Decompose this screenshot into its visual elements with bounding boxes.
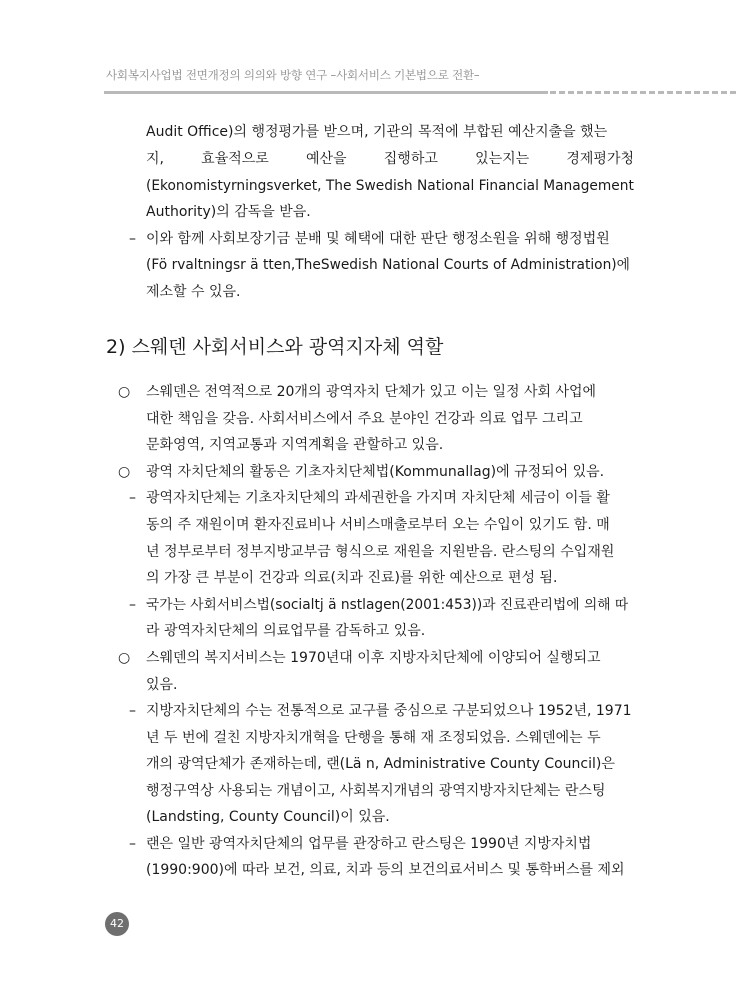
body-line: 지, 효율적으로 예산을 집행하고 있는지는 경제평가청 [146,151,634,167]
body-line: 문화영역, 지역교통과 지역계획을 관할하고 있음. [146,437,444,453]
header-rule [104,91,548,94]
section-title: 2) 스웨덴 사회서비스와 광역지자체 역할 [106,336,444,358]
dash-marker: – [129,597,136,613]
dash-marker: – [129,490,136,506]
body-line: 스웨덴의 복지서비스는 1970년대 이후 지방자치단체에 이양되어 실행되고 [146,650,601,666]
body-line: 년 두 번에 걸친 지방자치개혁을 단행을 통해 재 조정되었음. 스웨덴에는 두 [146,730,601,746]
body-line: 대한 책임을 갖음. 사회서비스에서 주요 분야인 건강과 의료 업무 그리고 [146,411,583,427]
body-line: 제소할 수 있음. [146,284,241,300]
body-line: Authority)의 감독을 받음. [146,204,311,220]
body-line: (Landsting, County Council)이 있음. [146,809,390,825]
header-rule-dashed [550,91,736,94]
dash-marker: – [129,703,136,719]
body-line: (1990:900)에 따라 보건, 의료, 치과 등의 보건의료서비스 및 통학버스를 제외 [146,862,625,878]
dash-marker: – [129,231,136,247]
body-line: 있음. [146,677,178,693]
body-line: Audit Office)의 행정평가를 받으며, 기관의 목적에 부합된 예산지출을 했는 [146,124,608,140]
body-line: 국가는 사회서비스법(socialtj ä nstlagen(2001:453))과 진료관리법에 의해 따 [146,597,629,613]
body-line: 개의 광역단체가 존재하는데, 랜(Lä n, Administrative County Council)은 [146,756,615,772]
body-line: (Ekonomistyrningsverket, The Swedish National Financial Management [146,178,634,194]
running-header: 사회복지사업법 전면개정의 의의와 방향 연구 –사회서비스 기본법으로 전환– [106,68,480,82]
body-line: 이와 함께 사회보장기금 분배 및 혜택에 대한 판단 행정소원을 위해 행정법원 [146,231,610,247]
body-line: 년 정부로부터 정부지방교부금 형식으로 재원을 지원받음. 란스팅의 수입재원 [146,544,615,560]
circle-bullet: ○ [118,650,131,666]
body-line: 행정구역상 사용되는 개념이고, 사회복지개념의 광역지방자치단체는 란스팅 [146,783,606,799]
body-line: 랜은 일반 광역자치단체의 업무를 관장하고 란스팅은 1990년 지방자치법 [146,836,592,852]
body-line: 스웨덴은 전역적으로 20개의 광역자치 단체가 있고 이는 일정 사회 사업에 [146,384,597,400]
body-line: 의 가장 큰 부분이 건강과 의료(치과 진료)를 위한 예산으로 편성 됨. [146,570,558,586]
body-line: 라 광역자치단체의 의료업무를 감독하고 있음. [146,623,426,639]
circle-bullet: ○ [118,384,131,400]
dash-marker: – [129,836,136,852]
page-number-badge: 42 [105,912,129,936]
body-line: 광역자치단체는 기초자치단체의 과세권한을 가지며 자치단체 세금이 이들 활 [146,490,610,506]
circle-bullet: ○ [118,464,131,480]
body-line: (Fö rvaltningsr ä tten,TheSwedish National Courts of Administration)에 [146,257,630,273]
body-line: 지방자치단체의 수는 전통적으로 교구를 중심으로 구분되었으나 1952년, 1971 [146,703,632,719]
body-line: 동의 주 재원이며 환자진료비나 서비스매출로부터 오는 수입이 있기도 함. 매 [146,517,610,533]
body-line: 광역 자치단체의 활동은 기초자치단체법(Kommunallag)에 규정되어 있음. [146,464,605,480]
